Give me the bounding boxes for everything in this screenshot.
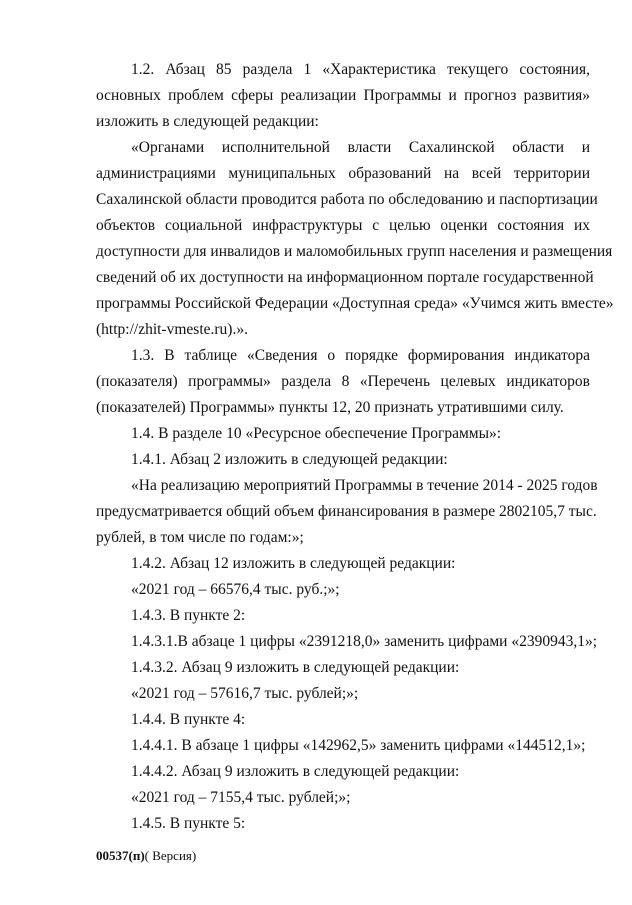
quote-2-line-1: «На реализацию мероприятий Программы в течение 2014 - 2025 годов [131, 477, 598, 494]
para-1-4: 1.4. В разделе 10 «Ресурсное обеспечение Программы»: [131, 425, 502, 442]
para-1-4-3: 1.4.3. В пункте 2: [131, 607, 246, 624]
quote-2-line-2: предусматривается общий объем финансирования в размере 2802105,7 тыс. [96, 503, 597, 520]
quote-3: «2021 год – 66576,4 тыс. руб.;»; [131, 581, 340, 598]
quote-1-line-7: программы Российской Федерации «Доступная среда» «Учимся жить вместе» [96, 295, 614, 312]
quote-2-line-3: рублей, в том числе по годам:»; [96, 529, 304, 546]
quote-1-line-6: сведений об их доступности на информационном портале государственной [96, 269, 594, 286]
quote-1-line-3: Сахалинской области проводится работа по обследованию и паспортизации [96, 191, 598, 208]
document-code: 00537(п) [96, 848, 145, 863]
para-1-3-line-3: (показателей) Программы» пункты 12, 20 признать утратившими силу. [96, 399, 564, 416]
document-footer [96, 848, 196, 864]
para-1-4-1: 1.4.1. Абзац 2 изложить в следующей редакции: [131, 451, 448, 468]
quote-1-line-5: доступности для инвалидов и маломобильных групп населения и размещения [96, 243, 613, 260]
para-1-4-3-2: 1.4.3.2. Абзац 9 изложить в следующей редакции: [131, 659, 460, 676]
para-1-2-line-2: основных проблем сферы реализации Программы и прогноз развития» [96, 87, 590, 104]
document-version-note: ( Версия) [144, 848, 197, 863]
quote-5: «2021 год – 7155,4 тыс. рублей;»; [131, 789, 351, 806]
quote-4: «2021 год – 57616,7 тыс. рублей;»; [131, 685, 359, 702]
para-1-4-3-1: 1.4.3.1.В абзаце 1 цифры «2391218,0» заменить цифрами «2390943,1»; [131, 633, 597, 650]
para-1-4-4-2: 1.4.4.2. Абзац 9 изложить в следующей редакции: [131, 763, 460, 780]
para-1-3-line-2: (показателя) программы» раздела 8 «Перечень целевых индикаторов [96, 373, 590, 390]
para-1-4-4: 1.4.4. В пункте 4: [131, 711, 246, 728]
para-1-4-2: 1.4.2. Абзац 12 изложить в следующей редакции: [131, 555, 456, 572]
para-1-4-5: 1.4.5. В пункте 5: [131, 815, 246, 832]
quote-1-line-1: «Органами исполнительной власти Сахалинской области и [131, 139, 590, 156]
quote-1-line-4: объектов социальной инфраструктуры с целью оценки состояния их [96, 217, 590, 234]
para-1-4-4-1: 1.4.4.1. В абзаце 1 цифры «142962,5» заменить цифрами «144512,1»; [131, 737, 586, 754]
para-1-3-line-1: 1.3. В таблице «Сведения о порядке формирования индикатора [131, 347, 590, 364]
quote-1-line-8: (http://zhit-vmeste.ru).». [96, 321, 248, 338]
para-1-2-line-1: 1.2. Абзац 85 раздела 1 «Характеристика текущего состояния, [131, 61, 590, 78]
para-1-2-line-3: изложить в следующей редакции: [96, 113, 319, 130]
quote-1-line-2: администрациями муниципальных образований на всей территории [96, 165, 590, 182]
